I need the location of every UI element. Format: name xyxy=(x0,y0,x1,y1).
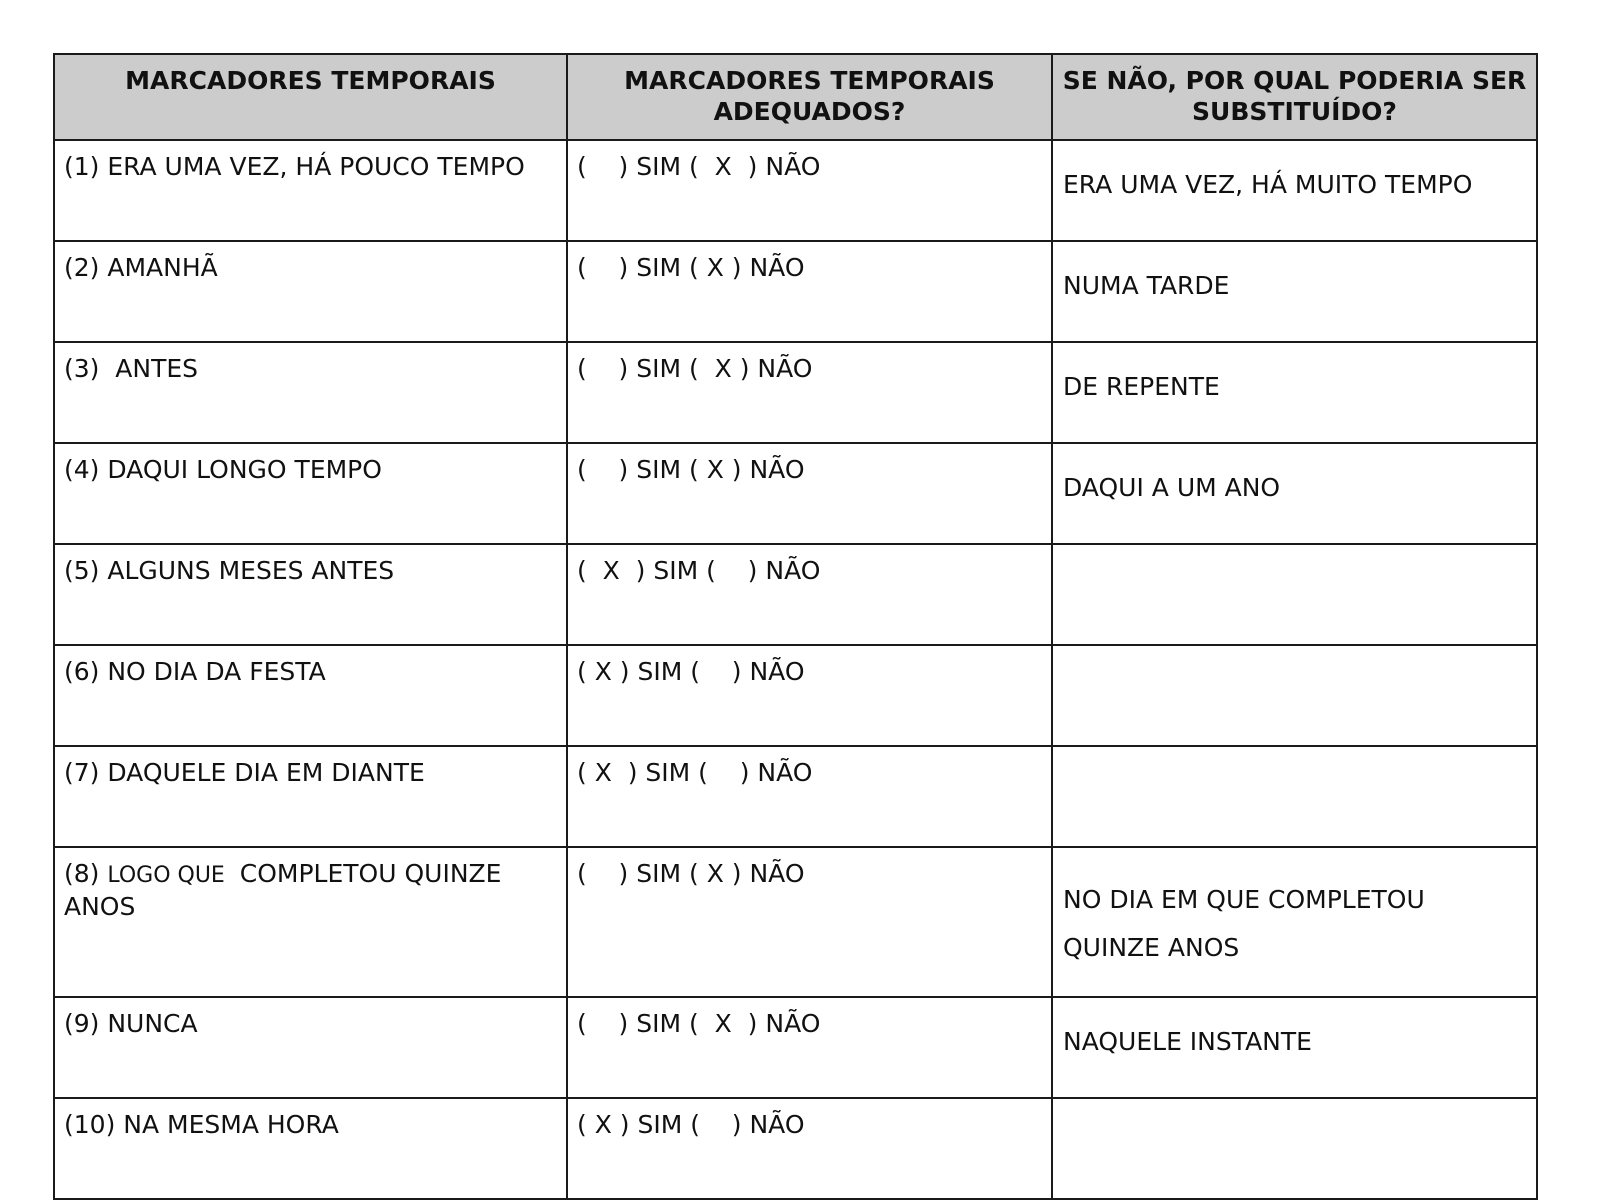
table-row xyxy=(54,241,1537,342)
marker-small-text: LOGO QUE xyxy=(107,863,232,888)
marker-cell: (9) NUNCA xyxy=(54,997,567,1098)
choice-cell: ( ) SIM ( X ) NÃO xyxy=(567,342,1052,443)
header-markers: MARCADORES TEMPORAIS xyxy=(54,54,567,140)
header-row xyxy=(54,54,1537,140)
choice-cell: ( ) SIM ( X ) NÃO xyxy=(567,241,1052,342)
marker-cell: (5) ALGUNS MESES ANTES xyxy=(54,544,567,645)
choice-cell: ( X ) SIM ( ) NÃO xyxy=(567,746,1052,847)
marker-prefix: (8) xyxy=(64,859,108,888)
replacement-cell: NUMA TARDE xyxy=(1052,241,1537,342)
choice-cell: ( X ) SIM ( ) NÃO xyxy=(567,645,1052,746)
replacement-cell xyxy=(1052,645,1537,746)
choice-cell: ( X ) SIM ( ) NÃO xyxy=(567,1098,1052,1199)
choice-cell: ( ) SIM ( X ) NÃO xyxy=(567,443,1052,544)
marker-cell: (7) DAQUELE DIA EM DIANTE xyxy=(54,746,567,847)
table-row xyxy=(54,140,1537,241)
choice-cell: ( ) SIM ( X ) NÃO xyxy=(567,997,1052,1098)
replacement-cell xyxy=(1052,1098,1537,1199)
header-replacement: SE NÃO, POR QUAL PODERIA SER SUBSTITUÍDO? xyxy=(1052,54,1537,140)
marker-cell: (1) ERA UMA VEZ, HÁ POUCO TEMPO xyxy=(54,140,567,241)
table-row xyxy=(54,544,1537,645)
replacement-cell: ERA UMA VEZ, HÁ MUITO TEMPO xyxy=(1052,140,1537,241)
header-adequate: MARCADORES TEMPORAIS ADEQUADOS? xyxy=(567,54,1052,140)
choice-cell: ( ) SIM ( X ) NÃO xyxy=(567,140,1052,241)
marker-cell: (6) NO DIA DA FESTA xyxy=(54,645,567,746)
marker-rest: COMPLETOU QUINZE ANOS xyxy=(64,859,510,921)
table-row xyxy=(54,997,1537,1098)
table-row xyxy=(54,342,1537,443)
replacement-cell: DAQUI A UM ANO xyxy=(1052,443,1537,544)
table-row xyxy=(54,645,1537,746)
choice-cell: ( ) SIM ( X ) NÃO xyxy=(567,847,1052,997)
replacement-cell: DE REPENTE xyxy=(1052,342,1537,443)
replacement-cell: NO DIA EM QUE COMPLETOU QUINZE ANOS xyxy=(1052,847,1537,997)
table-row xyxy=(54,1098,1537,1199)
table-row xyxy=(54,443,1537,544)
replacement-cell xyxy=(1052,544,1537,645)
replacement-cell xyxy=(1052,746,1537,847)
temporal-markers-table xyxy=(53,53,1538,1200)
marker-cell: (10) NA MESMA HORA xyxy=(54,1098,567,1199)
replacement-cell: NAQUELE INSTANTE xyxy=(1052,997,1537,1098)
marker-cell: (4) DAQUI LONGO TEMPO xyxy=(54,443,567,544)
choice-cell: ( X ) SIM ( ) NÃO xyxy=(567,544,1052,645)
marker-cell xyxy=(54,847,567,997)
marker-cell: (2) AMANHÃ xyxy=(54,241,567,342)
worksheet xyxy=(53,53,1536,1200)
marker-cell: (3) ANTES xyxy=(54,342,567,443)
table-row xyxy=(54,746,1537,847)
table-row xyxy=(54,847,1537,997)
